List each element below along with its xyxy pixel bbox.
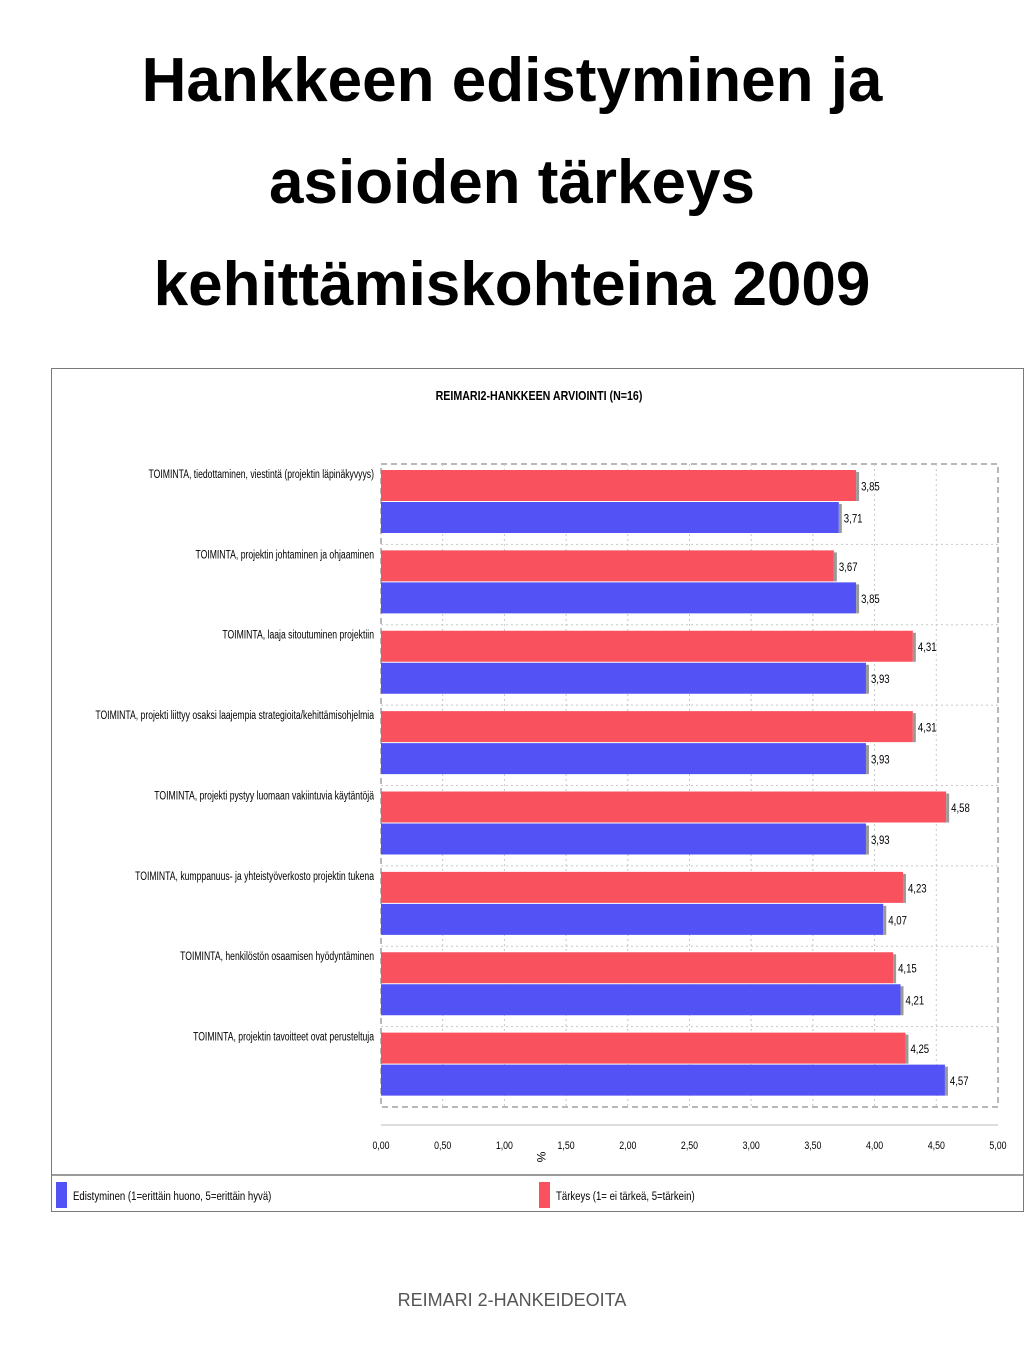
category-label: TOIMINTA, projekti liittyy osaksi laajempia strategioita/kehittämisohjelmia <box>95 709 375 723</box>
bar-tarkeys-shadow <box>834 552 837 581</box>
data-label: 4,57 <box>949 1075 969 1089</box>
x-tick-label: 4,50 <box>927 1140 945 1153</box>
slide-title-line-2: asioiden tärkeys <box>269 148 755 217</box>
bar-edistyminen <box>381 824 866 855</box>
data-label: 3,93 <box>870 753 890 767</box>
data-label: 4,23 <box>907 882 927 896</box>
bar-tarkeys-shadow <box>913 713 916 742</box>
bar-tarkeys-shadow <box>946 794 949 823</box>
bar-chart <box>52 369 1024 1213</box>
bar-tarkeys <box>381 711 913 742</box>
bar-edistyminen-shadow <box>866 665 869 694</box>
category-label: TOIMINTA, projekti pystyy luomaan vakiintuvia käytäntöjä <box>154 790 374 803</box>
bar-edistyminen <box>381 502 839 533</box>
chart-title: REIMARI2-HANKKEEN ARVIOINTI (N=16) <box>435 387 643 404</box>
bar-tarkeys-shadow <box>903 874 906 903</box>
bar-edistyminen-shadow <box>901 986 904 1015</box>
bar-tarkeys-shadow <box>913 633 916 662</box>
data-label: 4,58 <box>951 802 970 816</box>
x-axis-label: % <box>534 1151 548 1163</box>
slide-footer: REIMARI 2-HANKEIDEOITA <box>397 1290 627 1310</box>
x-tick-label: 2,00 <box>619 1140 637 1153</box>
bar-tarkeys-shadow <box>856 472 859 501</box>
legend-label: Tärkeys (1= ei tärkeä, 5=tärkein) <box>556 1190 695 1204</box>
x-tick-label: 1,00 <box>495 1140 513 1153</box>
bar-tarkeys <box>381 470 856 501</box>
category-label: TOIMINTA, projektin tavoitteet ovat perusteltuja <box>193 1031 374 1045</box>
data-label: 4,15 <box>898 962 917 977</box>
chart-frame <box>51 368 1024 1212</box>
bar-edistyminen-shadow <box>883 906 886 935</box>
bar-edistyminen-shadow <box>866 745 869 774</box>
bar-tarkeys <box>381 550 834 581</box>
legend-label: Edistyminen (1=erittäin huono, 5=erittäin hyvä) <box>73 1190 272 1204</box>
bar-edistyminen <box>381 743 866 774</box>
data-label: 4,07 <box>888 914 907 928</box>
x-tick-label: 0,00 <box>372 1140 390 1153</box>
data-label: 4,21 <box>905 994 925 1009</box>
data-label: 3,71 <box>843 512 863 526</box>
bar-edistyminen <box>381 904 883 935</box>
slide-title <box>0 30 1024 336</box>
data-label: 4,25 <box>910 1043 930 1057</box>
data-label: 3,85 <box>861 592 880 607</box>
x-tick-label: 3,00 <box>742 1140 760 1153</box>
x-tick-label: 3,50 <box>804 1140 822 1153</box>
bar-edistyminen-shadow <box>945 1067 948 1096</box>
bar-tarkeys <box>381 631 913 662</box>
bar-tarkeys <box>381 872 903 903</box>
data-label: 3,85 <box>861 480 880 494</box>
legend-swatch <box>539 1182 550 1208</box>
legend-swatch <box>56 1182 67 1208</box>
bar-tarkeys-shadow <box>893 954 896 983</box>
category-label: TOIMINTA, kumppanuus- ja yhteistyöverkosto projektin tukena <box>135 870 374 884</box>
data-label: 4,31 <box>917 721 937 735</box>
data-label: 3,93 <box>870 834 890 848</box>
data-label: 3,93 <box>870 673 890 687</box>
x-tick-label: 2,50 <box>680 1140 699 1153</box>
bar-edistyminen <box>381 1065 945 1096</box>
x-tick-label: 0,50 <box>434 1140 452 1153</box>
bar-tarkeys <box>381 1033 905 1064</box>
bar-edistyminen-shadow <box>866 826 869 855</box>
category-label: TOIMINTA, henkilöstön osaamisen hyödyntäminen <box>180 951 374 964</box>
slide-title-line-3: kehittämiskohteina 2009 <box>153 250 871 319</box>
slide-title-line-1: Hankkeen edistyminen ja <box>141 46 883 115</box>
x-tick-label: 4,00 <box>866 1140 884 1153</box>
bar-tarkeys <box>381 952 893 983</box>
x-tick-label: 5,00 <box>989 1140 1007 1153</box>
category-label: TOIMINTA, laaja sitoutuminen projektiin <box>222 629 374 643</box>
category-label: TOIMINTA, projektin johtaminen ja ohjaaminen <box>195 549 374 562</box>
bar-edistyminen <box>381 984 901 1015</box>
category-label: TOIMINTA, tiedottaminen, viestintä (projektin läpinäkyvyys) <box>148 468 374 482</box>
bar-tarkeys <box>381 792 946 823</box>
bar-edistyminen <box>381 582 856 613</box>
data-label: 4,31 <box>917 641 937 655</box>
data-label: 3,67 <box>838 560 858 575</box>
bar-tarkeys-shadow <box>905 1035 908 1064</box>
x-tick-label: 1,50 <box>557 1140 575 1153</box>
bar-edistyminen <box>381 663 866 694</box>
bar-edistyminen-shadow <box>856 584 859 613</box>
bar-edistyminen-shadow <box>839 504 842 533</box>
